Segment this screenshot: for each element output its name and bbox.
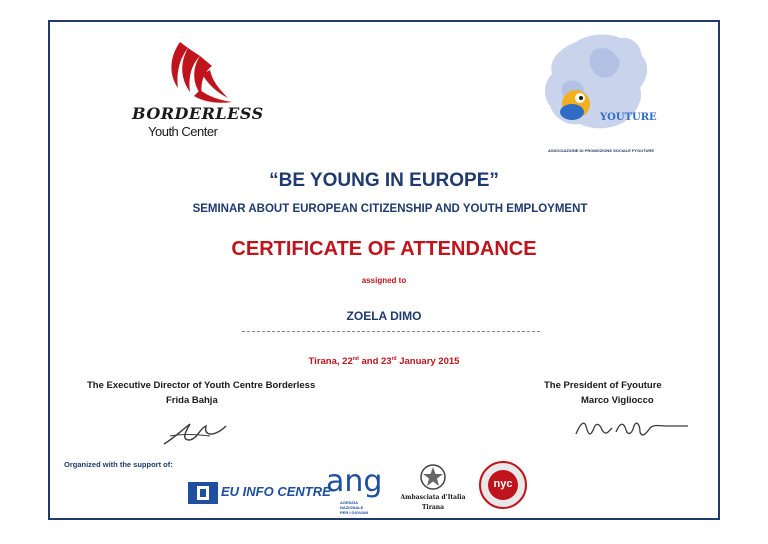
signature-left-icon xyxy=(160,414,230,450)
certificate-title: CERTIFICATE OF ATTENDANCE xyxy=(231,238,537,260)
event-dates xyxy=(0,356,768,367)
recipient-name: ZOELA DIMO xyxy=(346,309,422,323)
date-middle: and 23 xyxy=(358,356,392,368)
nyc-logo xyxy=(478,460,528,510)
assigned-to-label: assigned to xyxy=(361,276,407,285)
youture-logo-caption: ASSOCIAZIONE DI PROMOZIONE SOCIALE FYOUTURE xyxy=(547,148,654,153)
seminar-subtitle: SEMINAR ABOUT EUROPEAN CITIZENSHIP AND YOUTH EMPLOYMENT xyxy=(192,203,588,215)
signature-right-icon xyxy=(572,414,692,446)
borderless-logo-subtitle: Youth Center xyxy=(148,124,218,139)
support-label: Organized with the support of: xyxy=(64,460,173,469)
date-prefix: Tirana, 22 xyxy=(308,356,353,368)
ang-caption-1: AGENZIA xyxy=(340,500,358,505)
youture-logo xyxy=(536,30,666,162)
borderless-wings-icon xyxy=(128,36,278,106)
eu-info-centre-text: EU INFO CENTRE xyxy=(221,484,331,499)
nyc-logo-text: nyc xyxy=(493,478,513,490)
youture-mascot-icon xyxy=(550,80,600,130)
signatory-left-role: The Executive Director of Youth Centre Borderless xyxy=(87,380,316,391)
youture-logo-text: YOUTURE xyxy=(600,112,657,123)
ang-caption-3: PER I GIOVANI xyxy=(340,510,369,515)
embassy-logo xyxy=(396,460,470,520)
eu-stars-icon xyxy=(188,482,218,504)
signatory-left-name: Frida Bahja xyxy=(166,395,218,406)
date-sup-1: nd xyxy=(352,356,359,362)
emblem-icon xyxy=(418,462,448,492)
ang-caption-2: NAZIONALE xyxy=(340,505,364,510)
borderless-logo xyxy=(128,36,278,146)
ang-logo-text: ang xyxy=(326,464,383,499)
borderless-logo-title: BORDERLESS xyxy=(132,104,264,123)
signatory-right-role: The President of Fyouture xyxy=(544,380,662,391)
embassy-line-2: Tirana xyxy=(421,504,445,511)
name-underline xyxy=(242,331,540,332)
signatory-right-name: Marco Vigliocco xyxy=(581,395,654,406)
eu-info-centre-logo xyxy=(188,480,331,506)
embassy-line-1: Ambasciata d'Italia xyxy=(400,494,466,501)
certificate-heading: “BE YOUNG IN EUROPE” xyxy=(269,170,499,191)
date-suffix: January 2015 xyxy=(396,356,460,368)
ang-logo xyxy=(326,464,386,518)
date-sup-2: rd xyxy=(391,356,397,362)
